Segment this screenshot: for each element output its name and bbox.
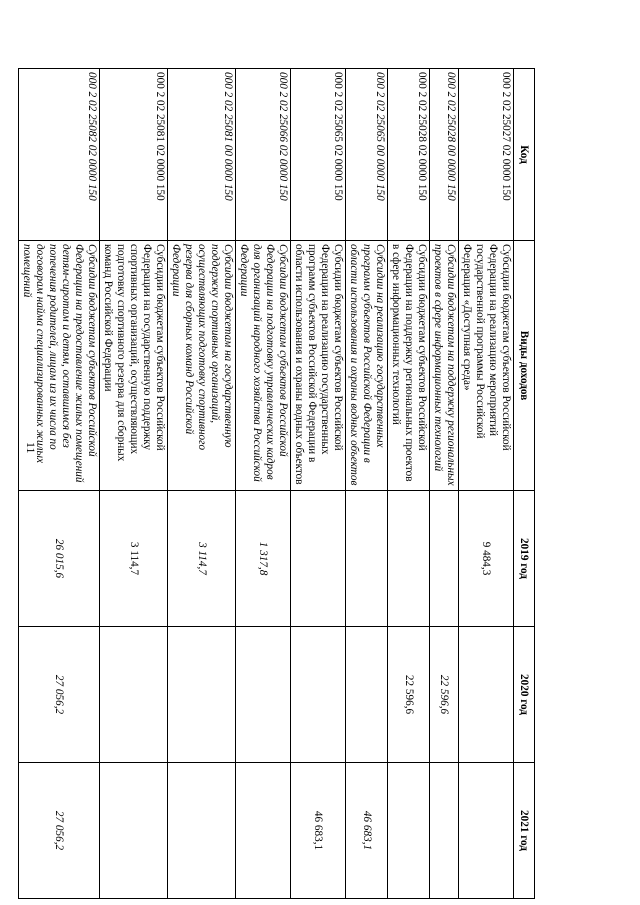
row-2021 [100,763,168,899]
row-2019 [291,491,346,627]
row-2020 [291,627,346,763]
row-name: Субсидии на реализацию государственных программ субъектов Российской Федерации в области использования и охраны водных объектов [346,241,388,491]
table-row [236,69,291,899]
row-2020: 22 596,6 [430,627,459,763]
row-name: Субсидии бюджетам субъектов Российской Федерации на подготовку управленческих кадров для организаций народного хозяйства Российской Федерации [236,241,291,491]
row-2019: 9 484,3 [459,491,514,627]
row-name: Субсидии бюджетам на поддержку региональных проектов в сфере информационных технологий [430,241,459,491]
row-name: Субсидии бюджетам субъектов Российской Федерации на предоставление жилых помещений детям-сиротам и детям, оставшимся без попечения родителей, лицам из их числа по договорам найма специализированных жилых помещений [19,241,100,491]
row-2020: 27 056,2 [19,627,100,763]
row-name: Субсидии бюджетам на государственную поддержку спортивных организаций, осуществляющих подготовку спортивного резерва для сборных команд Российской Федерации [168,241,236,491]
row-2021: 46 683,1 [346,763,388,899]
row-2021: 46 683,1 [291,763,346,899]
header-2019: 2019 год [514,491,535,627]
row-code: 000 2 02 25028 02 0000 150 [388,69,430,241]
row-code: 000 2 02 25066 02 0000 150 [236,69,291,241]
row-2019: 3 114,7 [100,491,168,627]
row-2019: 1 317,8 [236,491,291,627]
table-row [346,69,388,899]
row-code: 000 2 02 25065 00 0000 150 [346,69,388,241]
header-2020: 2020 год [514,627,535,763]
table-row [430,69,459,899]
row-name: Субсидии бюджетам субъектов Российской Федерации на государственную поддержку спортивных организаций, осуществляющих подготовку спортивного резерва для сборных команд Российской Федерации [100,241,168,491]
header-code: Код [514,69,535,241]
table-row [388,69,430,899]
row-2021 [459,763,514,899]
row-2019 [430,491,459,627]
table-row [168,69,236,899]
row-2020: 22 596,6 [388,627,430,763]
header-2021: 2021 год [514,763,535,899]
row-2020 [100,627,168,763]
table-row [100,69,168,899]
table-row [291,69,346,899]
row-2019 [388,491,430,627]
table-header-row [514,69,535,899]
row-2021: 27 056,2 [19,763,100,899]
row-2020 [459,627,514,763]
table-row [459,69,514,899]
row-2021 [168,763,236,899]
row-code: 000 2 02 25065 02 0000 150 [291,69,346,241]
row-2020 [346,627,388,763]
row-code: 000 2 02 25028 00 0000 150 [430,69,459,241]
revenue-table [18,68,535,899]
row-2021 [388,763,430,899]
row-2019: 26 015,6 [19,491,100,627]
row-2019 [346,491,388,627]
row-2021 [236,763,291,899]
row-2021 [430,763,459,899]
row-2020 [236,627,291,763]
table-row [19,69,100,899]
revenue-table-container [21,68,535,898]
page-number: 11 [24,442,38,454]
header-name: Виды доходов [514,241,535,491]
row-name: Субсидии бюджетам субъектов Российской Федерации на реализацию государственных программ субъектов Российской Федерации в области использования и охраны водных объектов [291,241,346,491]
row-code: 000 2 02 25081 02 0000 150 [100,69,168,241]
row-code: 000 2 02 25081 00 0000 150 [168,69,236,241]
row-name: Субсидии бюджетам субъектов Российской Федерации на поддержку региональных проектов в сфере информационных технологий [388,241,430,491]
row-2019: 3 114,7 [168,491,236,627]
row-name: Субсидии бюджетам субъектов Российской Федерации на реализацию мероприятий государственной программы Российской Федерации «Доступная среда» [459,241,514,491]
row-code: 000 2 02 25027 02 0000 150 [459,69,514,241]
row-2020 [168,627,236,763]
row-code: 000 2 02 25082 02 0000 150 [19,69,100,241]
